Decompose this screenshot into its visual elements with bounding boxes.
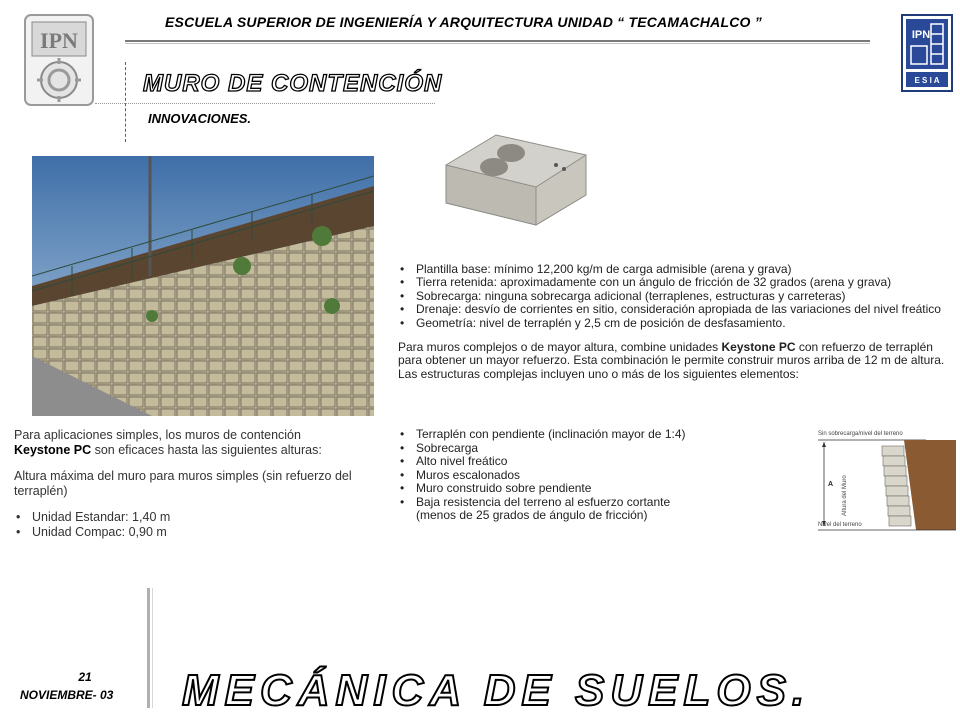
list-item: • Terraplén con pendiente (inclinación mayor de 1:4) bbox=[398, 428, 708, 442]
list-item: • Muro construido sobre pendiente bbox=[398, 482, 708, 496]
header-rule bbox=[125, 40, 870, 42]
max-height-text: Altura máxima del muro para muros simples (sin refuerzo del terraplén) bbox=[14, 469, 352, 498]
retaining-wall-photo bbox=[32, 156, 374, 416]
simple-walls-intro-suffix: son eficaces hasta las siguientes alturas: bbox=[91, 442, 322, 457]
school-title: ESCUELA SUPERIOR DE INGENIERÍA Y ARQUITECTURA UNIDAD “ TECAMACHALCO ” bbox=[165, 14, 762, 30]
date-label: NOVIEMBRE- 03 bbox=[20, 688, 114, 702]
esia-logo-ipn: IPN bbox=[911, 29, 931, 41]
list-item: • Unidad Compac: 0,90 m bbox=[14, 525, 380, 540]
header-rule-thin bbox=[125, 43, 870, 44]
page-number: 21 bbox=[78, 670, 92, 684]
diagram-bottom-label: Nivel del terreno bbox=[818, 522, 862, 528]
list-item: • Plantilla base: mínimo 12,200 kg/m de carga admisible (arena y grava) bbox=[398, 263, 958, 276]
wall-section-diagram bbox=[816, 426, 956, 544]
complex-prefix: Para muros complejos o de mayor altura, combine unidades bbox=[398, 340, 722, 355]
page-title: MURO DE CONTENCIÓN bbox=[143, 70, 443, 97]
list-item: • Drenaje: desvío de corrientes en sitio, consideración apropiada de las variaciones del nivel freático bbox=[398, 303, 958, 316]
list-item: • Sobrecarga: ninguna sobrecarga adicional (terraplenes, estructuras y carreteras) bbox=[398, 290, 958, 303]
title-vertical-rule bbox=[125, 62, 127, 142]
complex-elements-panel bbox=[398, 428, 708, 523]
unit-heights-list bbox=[14, 510, 380, 539]
keystone-brand: Keystone PC bbox=[14, 442, 92, 457]
diagram-marker: A bbox=[828, 481, 834, 488]
ipn-logo bbox=[22, 12, 96, 108]
diagram-side-label: Altura del Muro bbox=[842, 475, 848, 516]
list-item: • Tierra retenida: aproximadamente con un ángulo de fricción de 32 grados (arena y grava) bbox=[398, 276, 958, 289]
keystone-brand-2: Keystone PC bbox=[721, 340, 796, 355]
requirements-list bbox=[398, 263, 958, 330]
esia-logo bbox=[901, 14, 953, 92]
complex-walls-paragraph bbox=[398, 341, 958, 381]
list-item: • Sobrecarga bbox=[398, 442, 708, 456]
esia-logo-esia: E S I A bbox=[914, 76, 940, 85]
title-dotted-rule bbox=[95, 103, 435, 104]
list-item: • Muros escalonados bbox=[398, 469, 708, 483]
complex-suffix: con refuerzo de terraplén para obtener un mayor refuerzo. Esta combinación le permite construir muros arriba de 12 m de altura. Las estructuras complejas incluyen uno o más de los siguientes elementos: bbox=[398, 340, 945, 381]
list-item: • Baja resistencia del terreno al esfuerzo cortante (menos de 25 grados de ángulo de fricción) bbox=[398, 496, 708, 523]
list-item: • Alto nivel freático bbox=[398, 455, 708, 469]
list-item: • Unidad Estandar: 1,40 m bbox=[14, 510, 380, 525]
simple-walls-intro-prefix: Para aplicaciones simples, los muros de contención bbox=[14, 428, 301, 442]
design-conditions-panel bbox=[398, 263, 958, 381]
page-subtitle: INNOVACIONES. bbox=[148, 111, 252, 126]
keystone-block-image bbox=[436, 125, 596, 233]
complex-elements-list bbox=[398, 428, 708, 523]
diagram-top-label: Sin sobrecarga/nivel del terreno bbox=[818, 431, 903, 437]
list-item: • Geometría: nivel de terraplén y 2,5 cm de posición de desfasamiento. bbox=[398, 317, 958, 330]
simple-walls-panel bbox=[14, 428, 380, 558]
simple-walls-intro bbox=[14, 428, 380, 457]
ipn-logo-text: IPN bbox=[40, 28, 78, 53]
course-title: MECÁNICA DE SUELOS. bbox=[182, 666, 811, 715]
footer-vertical-bar-thin bbox=[152, 588, 153, 708]
footer-vertical-bar bbox=[147, 588, 150, 708]
